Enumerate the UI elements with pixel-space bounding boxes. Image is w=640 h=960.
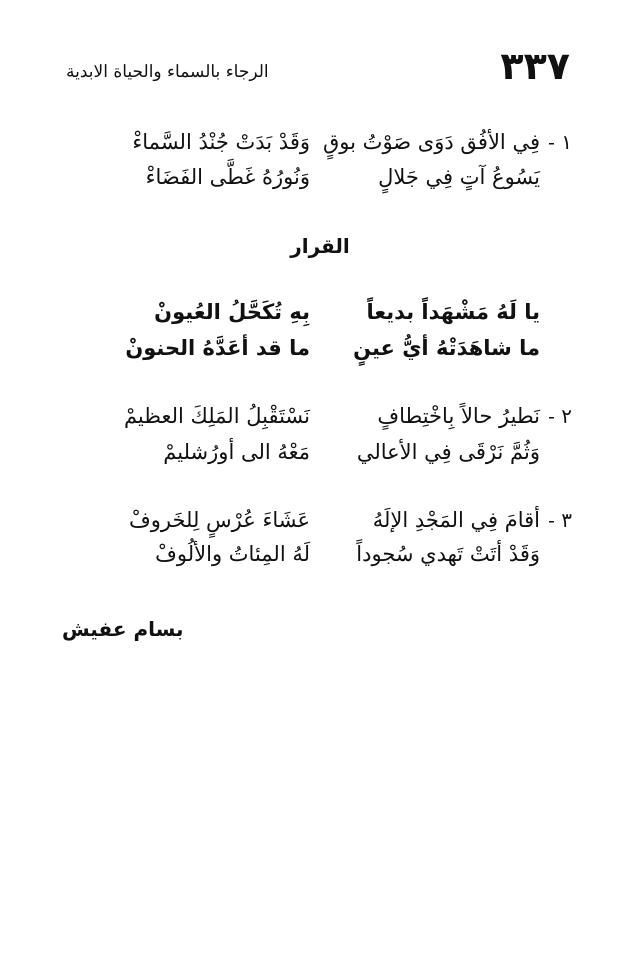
- verse-first-half: يَسُوعُ آتٍ فِي جَلالٍ: [378, 165, 540, 189]
- page-number: ٣٣٧: [500, 44, 570, 88]
- verse-first-half: وَثُمَّ نَرْقَى فِي الأعالي: [356, 440, 540, 464]
- verse-second-half: نَسْتَقْبِلُ المَلِكَ العظيمْ: [123, 404, 310, 428]
- stanza-number: ٢ -: [548, 404, 572, 428]
- page-header: [60, 40, 570, 100]
- verse-second-half: وَنُورُهُ غَطَّى الفَضَاءْ: [145, 165, 310, 189]
- verse-first-half: نَطيرُ حالاً بِاخْتِطافٍ: [377, 404, 540, 428]
- verse-second-half: ما قد أعَدَّهُ الحنونْ: [125, 336, 310, 360]
- stanza-2-line-2: [0, 440, 640, 470]
- author-name: بسام عفيش: [62, 617, 184, 641]
- verse-first-half: فِي الأفُق دَوَى صَوْتُ بوقٍ: [323, 130, 540, 154]
- running-title: الرجاء بالسماء والحياة الابدية: [66, 62, 269, 82]
- stanza-1-line-1: [0, 130, 640, 160]
- stanza-3-line-1: [0, 508, 640, 538]
- verse-second-half: لَهُ المِئاتُ والألُوفْ: [155, 542, 310, 566]
- verse-first-half: وَقَدْ أتَتْ تَهدي سُجوداً: [356, 542, 540, 566]
- stanza-2-line-1: [0, 404, 640, 434]
- verse-second-half: وَقَدْ بَدَتْ جُنْدُ السَّماءْ: [132, 130, 310, 154]
- refrain-title: القرار: [290, 234, 350, 258]
- refrain-line-2: [0, 336, 640, 368]
- verse-second-half: بِهِ تُكَحَّلُ العُيونْ: [154, 300, 310, 324]
- refrain-line-1: [0, 300, 640, 332]
- stanza-number: ٣ -: [548, 508, 572, 532]
- verse-second-half: عَشَاءَ عُرْسٍ لِلخَروفْ: [128, 508, 310, 532]
- verse-first-half: ما شاهَدَتْهُ أيُّ عينٍ: [353, 336, 540, 360]
- verse-first-half: أقامَ فِي المَجْدِ الإلَهُ: [372, 508, 540, 532]
- verse-second-half: مَعْهُ الى أورُشليمْ: [163, 440, 310, 464]
- verse-first-half: يا لَهُ مَشْهَداً بديعاً: [366, 300, 540, 324]
- stanza-3-line-2: [0, 542, 640, 572]
- stanza-1-line-2: [0, 165, 640, 195]
- stanza-number: ١ -: [548, 130, 572, 154]
